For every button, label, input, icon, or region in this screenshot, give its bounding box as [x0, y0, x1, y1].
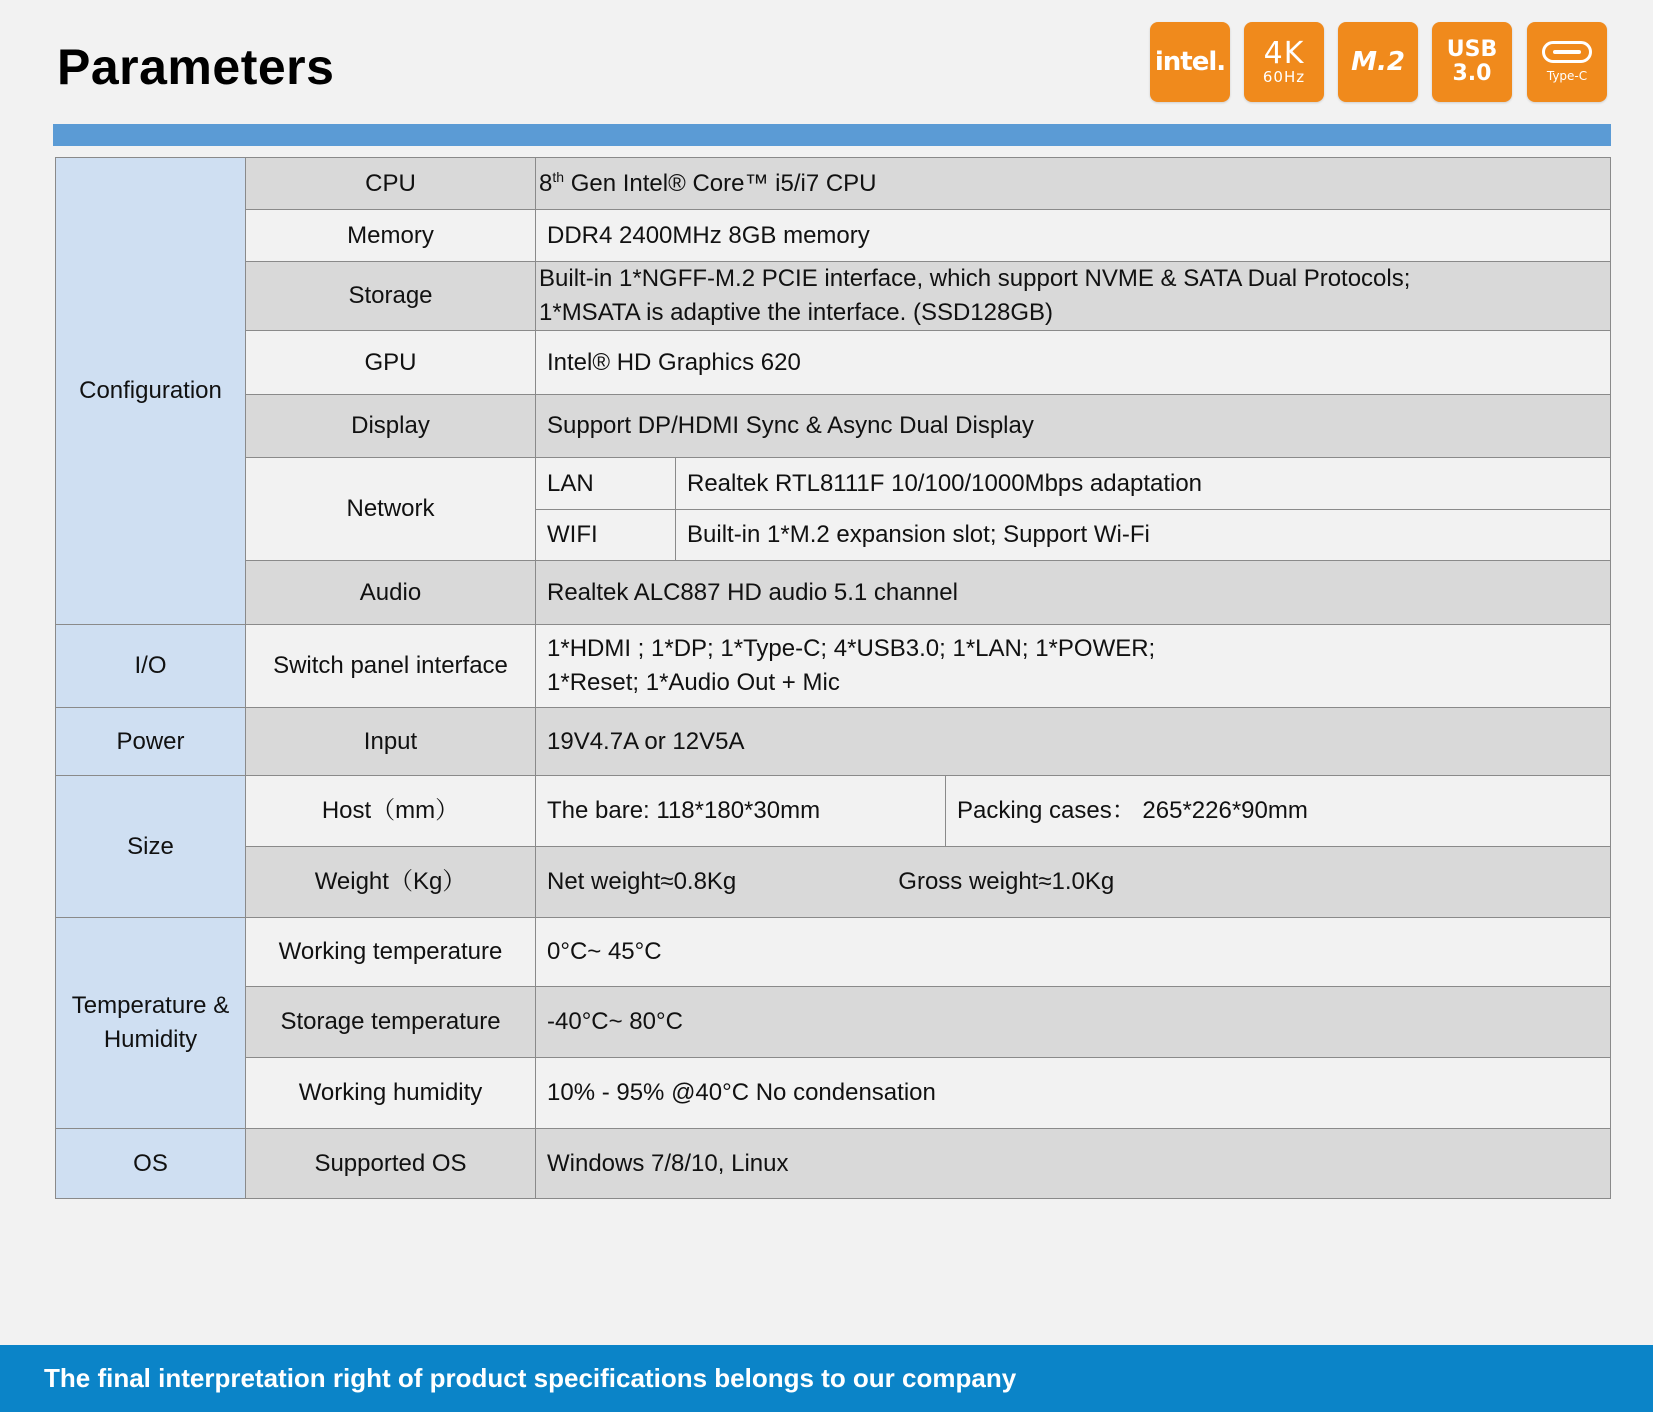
label-wifi: WIFI: [536, 510, 676, 561]
label-supported-os: Supported OS: [246, 1129, 536, 1199]
label-working-temp: Working temperature: [246, 918, 536, 987]
usb-c-port-icon: [1542, 41, 1592, 63]
table-row: [56, 395, 1611, 458]
value-supported-os: Windows 7/8/10, Linux: [536, 1129, 1611, 1199]
label-memory: Memory: [246, 210, 536, 262]
value-cpu: [536, 158, 1611, 210]
storage-line-2: 1*MSATA is adaptive the interface. (SSD128GB): [539, 299, 1054, 326]
value-input: 19V4.7A or 12V5A: [536, 708, 1611, 776]
table-row: [56, 625, 1611, 708]
label-storage: Storage: [246, 262, 536, 331]
label-weight: Weight（Kg）: [246, 847, 536, 918]
value-working-temp: 0°C~ 45°C: [536, 918, 1611, 987]
table-row: [56, 561, 1611, 625]
value-host-packing: Packing cases： 265*226*90mm: [946, 776, 1611, 847]
switch-panel-line-2: 1*Reset; 1*Audio Out + Mic: [547, 669, 840, 696]
value-display: Support DP/HDMI Sync & Async Dual Display: [536, 395, 1611, 458]
category-size: Size: [56, 776, 246, 918]
label-display: Display: [246, 395, 536, 458]
table-row: [56, 918, 1611, 987]
value-working-humidity: 10% - 95% @40°C No condensation: [536, 1058, 1611, 1129]
switch-panel-line-1: 1*HDMI ; 1*DP; 1*Type-C; 4*USB3.0; 1*LAN; 1*POWER;: [547, 635, 1156, 662]
value-lan: Realtek RTL8111F 10/100/1000Mbps adaptation: [676, 458, 1611, 510]
storage-line-1: Built-in 1*NGFF-M.2 PCIE interface, which support NVME & SATA Dual Protocols;: [539, 265, 1411, 292]
footer-disclaimer: The final interpretation right of product specifications belongs to our company: [0, 1345, 1653, 1412]
type-c-badge: [1527, 22, 1607, 102]
value-host-bare: The bare: 118*180*30mm: [536, 776, 946, 847]
m2-badge: [1338, 22, 1418, 102]
60hz-text: 60Hz: [1262, 68, 1306, 86]
value-gpu: Intel® HD Graphics 620: [536, 331, 1611, 395]
4k-text: 4K: [1263, 36, 1305, 71]
category-io: I/O: [56, 625, 246, 708]
value-memory: DDR4 2400MHz 8GB memory: [536, 210, 1611, 262]
table-row: [56, 1058, 1611, 1129]
label-input: Input: [246, 708, 536, 776]
value-wifi: Built-in 1*M.2 expansion slot; Support Wi-Fi: [676, 510, 1611, 561]
4k-60hz-badge: [1244, 22, 1324, 102]
accent-bar: [53, 124, 1611, 146]
spec-table: [55, 157, 1611, 1199]
intel-logo-badge: [1150, 22, 1230, 102]
net-weight: Net weight≈0.8Kg: [547, 868, 737, 895]
label-gpu: GPU: [246, 331, 536, 395]
table-row: [56, 776, 1611, 847]
value-storage: [536, 262, 1611, 331]
cpu-gen-rest: Gen Intel® Core™ i5/i7 CPU: [564, 169, 877, 197]
label-cpu: CPU: [246, 158, 536, 210]
category-configuration: Configuration: [56, 158, 246, 625]
category-os: OS: [56, 1129, 246, 1199]
type-c-text: Type-C: [1546, 69, 1588, 83]
label-switch-panel: Switch panel interface: [246, 625, 536, 708]
usb-version-text: 3.0: [1452, 61, 1492, 86]
label-audio: Audio: [246, 561, 536, 625]
usb-text: USB: [1446, 37, 1498, 62]
table-row: [56, 1129, 1611, 1199]
label-storage-temp: Storage temperature: [246, 987, 536, 1058]
table-row: [56, 458, 1611, 510]
gross-weight: Gross weight≈1.0Kg: [898, 868, 1115, 895]
value-switch-panel: [536, 625, 1611, 708]
label-host: Host（mm）: [246, 776, 536, 847]
usb3-badge: [1432, 22, 1512, 102]
m2-text: M.2: [1351, 47, 1405, 77]
table-row: [56, 262, 1611, 331]
label-lan: LAN: [536, 458, 676, 510]
table-row: [56, 158, 1611, 210]
label-working-humidity: Working humidity: [246, 1058, 536, 1129]
value-weight: [536, 847, 1611, 918]
page-title: Parameters: [57, 39, 335, 95]
table-row: [56, 987, 1611, 1058]
category-power: Power: [56, 708, 246, 776]
category-temp-humidity: Temperature & Humidity: [56, 918, 246, 1129]
value-storage-temp: -40°C~ 80°C: [536, 987, 1611, 1058]
table-row: [56, 331, 1611, 395]
label-network: Network: [246, 458, 536, 561]
table-row: [56, 847, 1611, 918]
table-row: [56, 210, 1611, 262]
table-row: [56, 708, 1611, 776]
intel-logo-text: intel.: [1154, 47, 1226, 77]
cpu-gen-number: 8: [539, 169, 553, 197]
cpu-gen-suffix: th: [552, 168, 565, 185]
value-audio: Realtek ALC887 HD audio 5.1 channel: [536, 561, 1611, 625]
